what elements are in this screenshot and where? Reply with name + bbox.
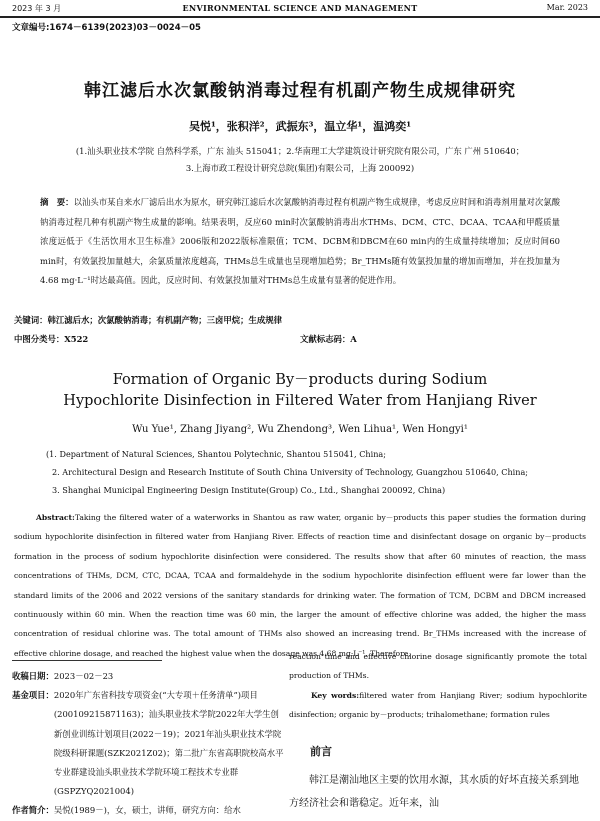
journal-name: ENVIRONMENTAL SCIENCE AND MANAGEMENT (182, 3, 418, 13)
cn-keywords-label: 关键词： (14, 315, 48, 325)
intro-heading: 前言 (310, 745, 332, 758)
received-date (12, 667, 287, 686)
fund-text: 2020年广东省科技专项资金(“大专项＋任务清单”)项目(200109215871163)；汕头职业技术学院2022年大学生创新创业训练计划项目(2022－19)；2021年汕头职业技术学院院级科研课题(SZK2021Z02)；第二批广东省高职院校高水平专业群建设汕头职业技术学院环境工程技术专业群(GSPZYQ2021004) (53, 690, 284, 797)
en-authors: Wu Yue¹, Zhang Jiyang², Wu Zhendong³, Wen Lihua¹, Wen Hongyi¹ (132, 424, 468, 435)
cn-affiliation-line-1: (1.汕头职业技术学院 自然科学系，广东 汕头 515041；2.华南理工大学建筑设计研究院有限公司，广东 广州 510640； (75, 146, 525, 156)
en-title-line-2: Hypochlorite Disinfection in Filtered Water from Hanjiang River (63, 393, 537, 409)
received-label: 收稿日期： (12, 671, 54, 681)
en-affiliation-line-2: 2. Architectural Design and Research Institute of South China University of Technology, Guangzhou 510640, China; (52, 467, 529, 477)
cn-abstract-label: 摘 要： (40, 197, 74, 207)
clc-value: X522 (64, 334, 89, 344)
en-affiliation-line-1: (1. Department of Natural Sciences, Shantou Polytechnic, Shantou 515041, China; (46, 449, 386, 459)
cn-authors: 吴悦¹，张积洋²，武振东³，温立华¹，温鸿奕¹ (188, 120, 412, 133)
received-value: 2023－02－23 (53, 671, 114, 681)
author-info (12, 801, 287, 820)
author-text: 吴悦(1989－)，女，硕士，讲师，研究方向：给水 (53, 805, 241, 816)
en-abstract-continuation: reaction time and effective chlorine dosage significantly promote the total production of THMs. (289, 652, 587, 681)
article-id: 文章编号:1674－6139(2023)03－0024－05 (12, 23, 201, 33)
running-header (0, 0, 600, 18)
cn-abstract (40, 193, 560, 291)
footnote (12, 667, 287, 821)
cn-affiliation-line-2: 3.上海市政工程设计研究总院(集团)有限公司，上海 200092) (185, 163, 415, 173)
clc-label: 中图分类号： (14, 334, 65, 344)
doc-code-label: 文献标志码： (300, 334, 351, 344)
intro-text: 韩江是潮汕地区主要的饮用水源，其水质的好坏直接关系到地方经济社会和谐稳定。近年来，汕 (289, 775, 579, 809)
author-label: 作者简介： (12, 805, 54, 816)
en-keywords-label: Key words: (311, 691, 360, 700)
en-keywords (289, 686, 587, 725)
en-abstract-text: Taking the filtered water of a waterworks in Shantou as raw water, organic by－products this paper studies the formation during sodium hypochlorite disinfection in filtered water from Hanjiang River. Effects of reaction time and disinfectant dosage on organic by－products formation in the process of sodium hypochlorite disinfection were considered. The results show that after 60 minutes of reaction, the mass concentrations of THMs, DCM, CTC, DCAA, TCAA and formaldehyde in the sodium hypochlorite disinfection effluent were far lower than the standard limits of the 2006 and 2022 versions of the sanitary standards for drinking water. The formation of TCM, DCBM and DBCM increased continuously within 60 min. When the reaction time was 60 min, the larger the amount of effective chlorine was added, the higher the mass concentration of residual chlorine was. The total amount of THMs also showed an increasing trend. Br_THMs increased with the increase of effective chlorine dosage, and reached the highest value when the dosage was 4.68 mg·L⁻¹. Therefore, (14, 513, 586, 658)
fund-label: 基金项目： (12, 690, 54, 701)
en-affiliation-line-3: 3. Shanghai Municipal Engineering Design Institute(Group) Co., Ltd., Shanghai 200092, China) (52, 485, 446, 495)
en-abstract-label: Abstract: (36, 513, 75, 522)
en-abstract (14, 508, 586, 663)
cn-keywords (14, 314, 282, 326)
en-title-line-1: Formation of Organic By－products during Sodium (112, 372, 488, 388)
fund-info (12, 686, 287, 801)
cn-title: 韩江滤后水次氯酸钠消毒过程有机副产物生成规律研究 (84, 81, 516, 101)
cn-keywords-text: 韩江滤后水；次氯酸钠消毒；有机副产物；三卤甲烷；生成规律 (47, 315, 282, 325)
cn-clc (14, 333, 88, 345)
cn-doc-code (300, 333, 357, 345)
cn-abstract-text: 以汕头市某自来水厂滤后出水为原水，研究韩江滤后水次氯酸钠消毒过程有机副产物生成规律，考虑反应时间和消毒剂用量对次氯酸钠消毒过程几种有机副产物生成量的影响。结果表明，反应60 min时次氯酸钠消毒出水THMs、DCM、CTC、DCAA、TCAA和甲醛质量浓度远低于《生活饮用水卫生标准》2006版和2022版标准限值；TCM、DCBM和DBCM在60 min内的生成量持续增加；反应时间60 min时，有效氯投加量越大，余氯质量浓度越高，THMs总生成量也呈现增加趋势；Br_THMs随有效氯投加量的增加而增加，并在投加量为4.68 mg·L⁻¹时达最高值。因此，反应时间、有效氯投加量对THMs总生成量有显著的促进作用。 (40, 197, 561, 286)
en-keywords-text: filtered water from Hanjiang River; sodium hypochlorite disinfection; organic by－products; trihalomethane; formation rules (289, 691, 588, 720)
footnote-rule (12, 660, 162, 661)
header-date-en: Mar. 2023 (546, 3, 588, 12)
header-date-cn: 2023 年 3 月 (12, 4, 62, 13)
doc-code-value: A (350, 334, 357, 344)
